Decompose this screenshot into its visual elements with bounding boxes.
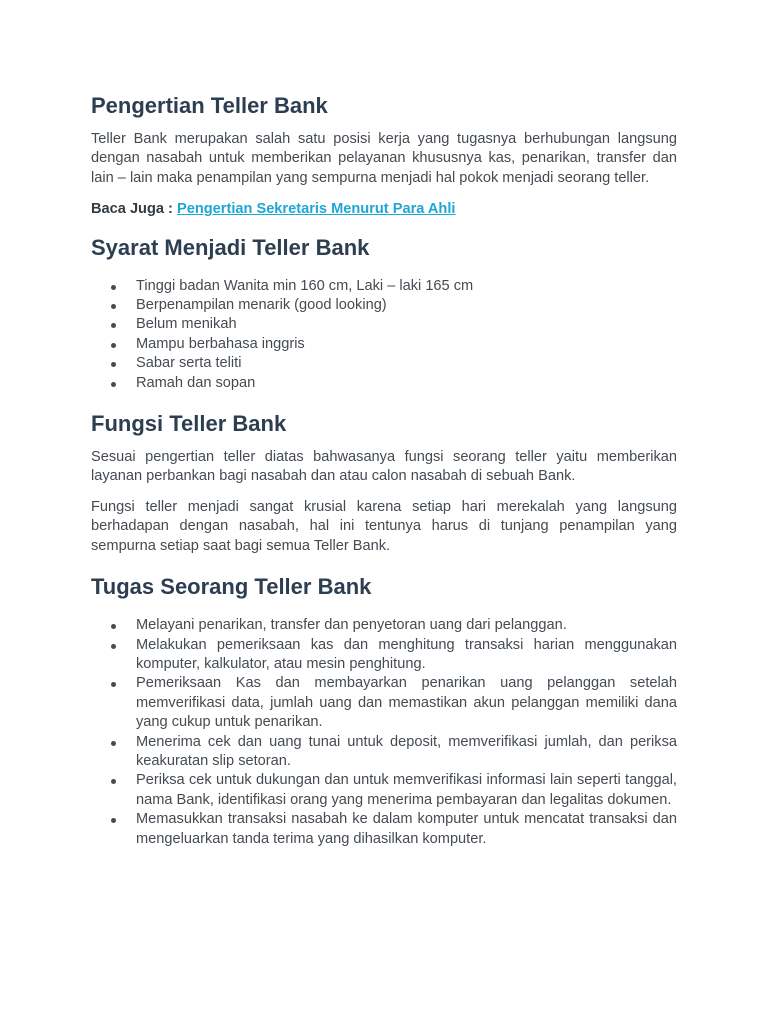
article (91, 92, 677, 849)
bullet-icon (111, 682, 116, 687)
list-item-text: Menerima cek dan uang tunai untuk deposit, memverifikasi jumlah, dan periksa keakuratan slip setoran. (136, 733, 677, 769)
list-item (91, 354, 677, 373)
list-item (91, 616, 677, 635)
list-item-text: Mampu berbahasa inggris (136, 335, 305, 352)
list-item-text: Melakukan pemeriksaan kas dan menghitung transaksi harian menggunakan komputer, kalkulator, atau mesin penghitung. (136, 636, 677, 672)
baca-juga-label: Baca Juga : (91, 201, 173, 218)
bullet-icon (111, 818, 116, 823)
paragraph-pengertian: Teller Bank merupakan salah satu posisi kerja yang tugasnya berhubungan langsung dengan nasabah untuk memberikan pelayanan khususnya kas, penarikan, transfer dan lain – lain maka penampilan yang sempurna menjadi hal pokok menjadi seorang teller. (91, 131, 677, 186)
baca-juga-line (91, 200, 677, 219)
bullet-icon (111, 285, 116, 290)
list-syarat (91, 277, 677, 393)
heading-tugas: Tugas Seorang Teller Bank (91, 574, 372, 600)
list-item (91, 636, 677, 675)
list-item-text: Belum menikah (136, 316, 237, 333)
list-item-text: Berpenampilan menarik (good looking) (136, 297, 387, 314)
list-item (91, 374, 677, 393)
bullet-icon (111, 644, 116, 649)
list-item (91, 674, 677, 732)
bullet-icon (111, 304, 116, 309)
bullet-icon (111, 779, 116, 784)
list-item (91, 296, 677, 315)
list-tugas (91, 616, 677, 849)
list-item-text: Memasukkan transaksi nasabah ke dalam komputer untuk mencatat transaksi dan mengeluarkan tanda terima yang dihasilkan komputer. (136, 811, 677, 847)
list-item (91, 771, 677, 810)
list-item (91, 315, 677, 334)
list-item (91, 277, 677, 296)
bullet-icon (111, 382, 116, 387)
bullet-icon (111, 362, 116, 367)
list-item-text: Melayani penarikan, transfer dan penyetoran uang dari pelanggan. (136, 617, 567, 634)
paragraph-fungsi-2: Fungsi teller menjadi sangat krusial karena setiap hari merekalah yang langsung berhadapan dengan nasabah, hal ini tentunya harus di tunjang penampilan yang sempurna setiap saat bagi semua Teller Bank. (91, 498, 677, 554)
paragraph-fungsi-1: Sesuai pengertian teller diatas bahwasanya fungsi seorang teller yaitu memberikan layanan perbankan bagi nasabah dan atau calon nasabah di sebuah Bank. (91, 449, 677, 485)
list-item (91, 810, 677, 849)
list-item-text: Sabar serta teliti (136, 355, 242, 372)
bullet-icon (111, 343, 116, 348)
heading-syarat: Syarat Menjadi Teller Bank (91, 234, 370, 260)
list-item-text: Ramah dan sopan (136, 374, 256, 391)
list-item (91, 335, 677, 354)
bullet-icon (111, 624, 116, 629)
list-item (91, 733, 677, 772)
list-item-text: Pemeriksaan Kas dan membayarkan penarikan uang pelanggan setelah memverifikasi data, jumlah uang dan memastikan akun pelanggan memiliki dana yang cukup untuk penarikan. (136, 675, 677, 731)
heading-pengertian: Pengertian Teller Bank (91, 93, 328, 118)
baca-juga-link[interactable]: Pengertian Sekretaris Menurut Para Ahli (176, 201, 456, 218)
heading-fungsi: Fungsi Teller Bank (91, 411, 287, 437)
list-item-text: Periksa cek untuk dukungan dan untuk memverifikasi informasi lain seperti tanggal, nama Bank, identifikasi orang yang menerima pembayaran dan legalitas dokumen. (136, 772, 677, 808)
bullet-icon (111, 323, 116, 328)
bullet-icon (111, 741, 116, 746)
list-item-text: Tinggi badan Wanita min 160 cm, Laki – laki 165 cm (136, 277, 474, 294)
